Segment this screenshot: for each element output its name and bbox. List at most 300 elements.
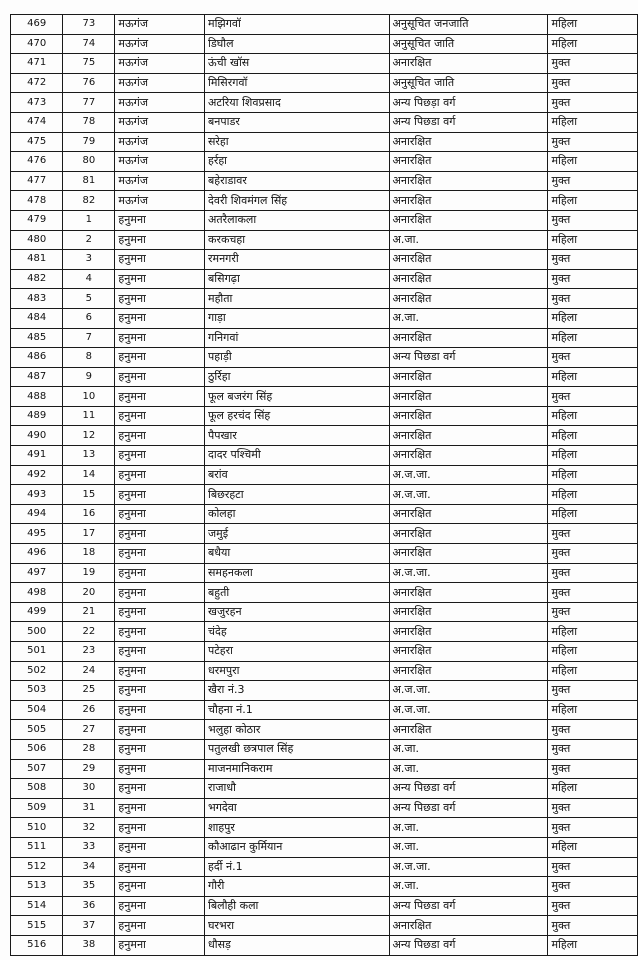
table-row [11, 426, 638, 446]
serial-number-cell: 472 [11, 73, 63, 93]
category-cell: अ.जा. [389, 308, 548, 328]
table-row [11, 485, 638, 505]
block-name-cell: हनुमना [115, 504, 205, 524]
serial-number-cell: 505 [11, 720, 63, 740]
reservation-cell: मुक्त [548, 681, 638, 701]
block-name-cell: हनुमना [115, 642, 205, 662]
table-row [11, 661, 638, 681]
block-name-cell: हनुमना [115, 818, 205, 838]
panchayat-name-cell: बनपाडर [205, 112, 390, 132]
table-row [11, 916, 638, 936]
category-cell: अनारक्षित [389, 544, 548, 564]
panchayat-name-cell: चौहना नं.1 [205, 700, 390, 720]
block-serial-cell: 17 [63, 524, 115, 544]
block-name-cell: हनुमना [115, 877, 205, 897]
block-name-cell: हनुमना [115, 661, 205, 681]
panchayat-name-cell: बहुती [205, 583, 390, 603]
block-name-cell: हनुमना [115, 308, 205, 328]
block-serial-cell: 21 [63, 602, 115, 622]
category-cell: अनारक्षित [389, 269, 548, 289]
table-row [11, 504, 638, 524]
block-serial-cell: 25 [63, 681, 115, 701]
block-name-cell: हनुमना [115, 857, 205, 877]
block-serial-cell: 75 [63, 54, 115, 74]
table-row [11, 935, 638, 955]
block-name-cell: हनुमना [115, 328, 205, 348]
serial-number-cell: 502 [11, 661, 63, 681]
table-row [11, 34, 638, 54]
panchayat-name-cell: करकचहा [205, 230, 390, 250]
block-serial-cell: 10 [63, 387, 115, 407]
category-cell: अन्य पिछडा वर्ग [389, 935, 548, 955]
reservation-cell: मुक्त [548, 896, 638, 916]
block-name-cell: हनुमना [115, 739, 205, 759]
panchayat-name-cell: गौरी [205, 877, 390, 897]
serial-number-cell: 504 [11, 700, 63, 720]
table-row [11, 700, 638, 720]
reservation-cell: महिला [548, 465, 638, 485]
table-row [11, 191, 638, 211]
serial-number-cell: 485 [11, 328, 63, 348]
reservation-cell: मुक्त [548, 583, 638, 603]
block-serial-cell: 1 [63, 210, 115, 230]
block-serial-cell: 13 [63, 446, 115, 466]
category-cell: अनारक्षित [389, 602, 548, 622]
reservation-cell: मुक्त [548, 250, 638, 270]
serial-number-cell: 511 [11, 837, 63, 857]
block-serial-cell: 74 [63, 34, 115, 54]
block-serial-cell: 30 [63, 779, 115, 799]
reservation-cell: मुक्त [548, 759, 638, 779]
block-serial-cell: 77 [63, 93, 115, 113]
reservation-cell: मुक्त [548, 54, 638, 74]
panchayat-name-cell: पहाड़ी [205, 348, 390, 368]
serial-number-cell: 480 [11, 230, 63, 250]
table-row [11, 328, 638, 348]
table-row [11, 896, 638, 916]
reservation-table [10, 14, 638, 956]
panchayat-name-cell: फूल बजरंग सिंह [205, 387, 390, 407]
block-serial-cell: 11 [63, 406, 115, 426]
category-cell: अ.जा. [389, 877, 548, 897]
panchayat-name-cell: खैरा नं.3 [205, 681, 390, 701]
panchayat-name-cell: कौआढान कुर्मियान [205, 837, 390, 857]
category-cell: अनारक्षित [389, 720, 548, 740]
category-cell: अन्य पिछडा वर्ग [389, 798, 548, 818]
block-name-cell: हनुमना [115, 935, 205, 955]
block-name-cell: हनुमना [115, 544, 205, 564]
reservation-cell: महिला [548, 935, 638, 955]
serial-number-cell: 475 [11, 132, 63, 152]
category-cell: अन्य पिछडा वर्ग [389, 896, 548, 916]
block-serial-cell: 16 [63, 504, 115, 524]
block-name-cell: मऊगंज [115, 191, 205, 211]
panchayat-name-cell: हर्दी नं.1 [205, 857, 390, 877]
reservation-cell: मुक्त [548, 857, 638, 877]
category-cell: अ.ज.जा. [389, 485, 548, 505]
panchayat-name-cell: डिघौल [205, 34, 390, 54]
block-name-cell: हनुमना [115, 779, 205, 799]
panchayat-name-cell: कोलहा [205, 504, 390, 524]
reservation-cell: महिला [548, 406, 638, 426]
block-serial-cell: 32 [63, 818, 115, 838]
category-cell: अनुसूचित जनजाति [389, 15, 548, 35]
block-serial-cell: 3 [63, 250, 115, 270]
serial-number-cell: 492 [11, 465, 63, 485]
panchayat-name-cell: अटरिया शिवप्रसाद [205, 93, 390, 113]
table-row [11, 877, 638, 897]
table-row [11, 739, 638, 759]
block-name-cell: हनुमना [115, 837, 205, 857]
table-row [11, 406, 638, 426]
serial-number-cell: 484 [11, 308, 63, 328]
reservation-cell: मुक्त [548, 289, 638, 309]
panchayat-name-cell: शाहपुर [205, 818, 390, 838]
serial-number-cell: 491 [11, 446, 63, 466]
category-cell: अनारक्षित [389, 191, 548, 211]
reservation-cell: महिला [548, 34, 638, 54]
table-row [11, 681, 638, 701]
block-name-cell: हनुमना [115, 348, 205, 368]
serial-number-cell: 487 [11, 367, 63, 387]
reservation-cell: मुक्त [548, 916, 638, 936]
block-serial-cell: 18 [63, 544, 115, 564]
serial-number-cell: 513 [11, 877, 63, 897]
reservation-cell: मुक्त [548, 171, 638, 191]
table-row [11, 837, 638, 857]
table-row [11, 779, 638, 799]
category-cell: अ.जा. [389, 230, 548, 250]
category-cell: अ.जा. [389, 739, 548, 759]
serial-number-cell: 512 [11, 857, 63, 877]
panchayat-name-cell: बहेराडावर [205, 171, 390, 191]
block-name-cell: हनुमना [115, 230, 205, 250]
serial-number-cell: 500 [11, 622, 63, 642]
block-serial-cell: 29 [63, 759, 115, 779]
serial-number-cell: 469 [11, 15, 63, 35]
category-cell: अनारक्षित [389, 152, 548, 172]
table-row [11, 269, 638, 289]
serial-number-cell: 501 [11, 642, 63, 662]
block-serial-cell: 8 [63, 348, 115, 368]
block-name-cell: हनुमना [115, 465, 205, 485]
panchayat-name-cell: फूल हरचंद सिंह [205, 406, 390, 426]
table-row [11, 210, 638, 230]
table-row [11, 15, 638, 35]
block-serial-cell: 19 [63, 563, 115, 583]
category-cell: अनारक्षित [389, 210, 548, 230]
category-cell: अनारक्षित [389, 642, 548, 662]
panchayat-name-cell: मिसिरगवॉ [205, 73, 390, 93]
block-serial-cell: 20 [63, 583, 115, 603]
category-cell: अनारक्षित [389, 661, 548, 681]
block-name-cell: मऊगंज [115, 152, 205, 172]
block-name-cell: हनुमना [115, 622, 205, 642]
panchayat-name-cell: देवरी शिवमंगल सिंह [205, 191, 390, 211]
table-row [11, 622, 638, 642]
table-row [11, 563, 638, 583]
block-name-cell: हनुमना [115, 446, 205, 466]
panchayat-name-cell: पैपखार [205, 426, 390, 446]
category-cell: अ.जा. [389, 818, 548, 838]
panchayat-name-cell: बधैया [205, 544, 390, 564]
table-row [11, 465, 638, 485]
block-name-cell: हनुमना [115, 720, 205, 740]
panchayat-name-cell: भलुहा कोठार [205, 720, 390, 740]
reservation-cell: महिला [548, 642, 638, 662]
table-row [11, 308, 638, 328]
reservation-cell: महिला [548, 112, 638, 132]
reservation-cell: मुक्त [548, 210, 638, 230]
block-serial-cell: 76 [63, 73, 115, 93]
table-row [11, 818, 638, 838]
table-row [11, 54, 638, 74]
block-serial-cell: 23 [63, 642, 115, 662]
reservation-cell: मुक्त [548, 739, 638, 759]
reservation-cell: महिला [548, 504, 638, 524]
panchayat-name-cell: मझिगवॉ [205, 15, 390, 35]
panchayat-name-cell: चंदेह [205, 622, 390, 642]
panchayat-name-cell: भगदेवा [205, 798, 390, 818]
panchayat-name-cell: राजाधौ [205, 779, 390, 799]
panchayat-name-cell: ऊंची खॉस [205, 54, 390, 74]
category-cell: अन्य पिछडा वर्ग [389, 112, 548, 132]
panchayat-name-cell: पटेहरा [205, 642, 390, 662]
block-name-cell: हनुमना [115, 700, 205, 720]
category-cell: अनारक्षित [389, 328, 548, 348]
serial-number-cell: 515 [11, 916, 63, 936]
block-name-cell: मऊगंज [115, 73, 205, 93]
block-serial-cell: 73 [63, 15, 115, 35]
category-cell: अ.ज.जा. [389, 563, 548, 583]
table-row [11, 171, 638, 191]
category-cell: अ.ज.जा. [389, 465, 548, 485]
category-cell: अ.ज.जा. [389, 857, 548, 877]
table-row [11, 798, 638, 818]
category-cell: अनारक्षित [389, 504, 548, 524]
table-row [11, 112, 638, 132]
category-cell: अनारक्षित [389, 524, 548, 544]
reservation-cell: महिला [548, 661, 638, 681]
panchayat-name-cell: अतरैलाकला [205, 210, 390, 230]
reservation-cell: मुक्त [548, 720, 638, 740]
panchayat-name-cell: बिलौही कला [205, 896, 390, 916]
table-row [11, 367, 638, 387]
reservation-cell: मुक्त [548, 348, 638, 368]
block-serial-cell: 6 [63, 308, 115, 328]
block-name-cell: मऊगंज [115, 132, 205, 152]
panchayat-name-cell: गाड़ा [205, 308, 390, 328]
serial-number-cell: 471 [11, 54, 63, 74]
block-name-cell: मऊगंज [115, 112, 205, 132]
reservation-cell: मुक्त [548, 798, 638, 818]
category-cell: अनारक्षित [389, 387, 548, 407]
serial-number-cell: 498 [11, 583, 63, 603]
category-cell: अनुसूचित जाति [389, 34, 548, 54]
block-name-cell: हनुमना [115, 426, 205, 446]
block-name-cell: हनुमना [115, 759, 205, 779]
block-serial-cell: 78 [63, 112, 115, 132]
reservation-cell: महिला [548, 700, 638, 720]
reservation-cell: मुक्त [548, 524, 638, 544]
category-cell: अनारक्षित [389, 426, 548, 446]
block-name-cell: हनुमना [115, 485, 205, 505]
block-serial-cell: 31 [63, 798, 115, 818]
serial-number-cell: 494 [11, 504, 63, 524]
panchayat-name-cell: जमुई [205, 524, 390, 544]
reservation-cell: मुक्त [548, 132, 638, 152]
table-row [11, 602, 638, 622]
block-serial-cell: 26 [63, 700, 115, 720]
block-name-cell: हनुमना [115, 602, 205, 622]
block-name-cell: मऊगंज [115, 54, 205, 74]
panchayat-name-cell: दादर पश्चिमी [205, 446, 390, 466]
block-serial-cell: 79 [63, 132, 115, 152]
block-name-cell: मऊगंज [115, 34, 205, 54]
reservation-cell: महिला [548, 622, 638, 642]
table-row [11, 759, 638, 779]
block-name-cell: हनुमना [115, 387, 205, 407]
serial-number-cell: 493 [11, 485, 63, 505]
block-serial-cell: 28 [63, 739, 115, 759]
category-cell: अनारक्षित [389, 622, 548, 642]
block-name-cell: मऊगंज [115, 93, 205, 113]
serial-number-cell: 509 [11, 798, 63, 818]
category-cell: अनारक्षित [389, 446, 548, 466]
serial-number-cell: 506 [11, 739, 63, 759]
category-cell: अनारक्षित [389, 132, 548, 152]
serial-number-cell: 507 [11, 759, 63, 779]
panchayat-name-cell: पतुलखी छत्रपाल सिंह [205, 739, 390, 759]
serial-number-cell: 476 [11, 152, 63, 172]
category-cell: अ.ज.जा. [389, 700, 548, 720]
block-name-cell: मऊगंज [115, 15, 205, 35]
panchayat-name-cell: सरेहा [205, 132, 390, 152]
table-row [11, 857, 638, 877]
block-serial-cell: 4 [63, 269, 115, 289]
panchayat-name-cell: खजुरहन [205, 602, 390, 622]
reservation-cell: मुक्त [548, 877, 638, 897]
serial-number-cell: 508 [11, 779, 63, 799]
reservation-cell: महिला [548, 837, 638, 857]
reservation-cell: मुक्त [548, 387, 638, 407]
reservation-cell: मुक्त [548, 269, 638, 289]
panchayat-name-cell: महौता [205, 289, 390, 309]
panchayat-name-cell: रमनगरी [205, 250, 390, 270]
category-cell: अनारक्षित [389, 54, 548, 74]
serial-number-cell: 479 [11, 210, 63, 230]
block-serial-cell: 27 [63, 720, 115, 740]
block-name-cell: हनुमना [115, 367, 205, 387]
block-serial-cell: 82 [63, 191, 115, 211]
table-row [11, 289, 638, 309]
reservation-cell: महिला [548, 367, 638, 387]
table-row [11, 720, 638, 740]
block-name-cell: हनुमना [115, 406, 205, 426]
category-cell: अ.जा. [389, 759, 548, 779]
block-name-cell: हनुमना [115, 563, 205, 583]
table-row [11, 524, 638, 544]
category-cell: अनारक्षित [389, 289, 548, 309]
serial-number-cell: 503 [11, 681, 63, 701]
block-name-cell: हनुमना [115, 269, 205, 289]
block-serial-cell: 36 [63, 896, 115, 916]
reservation-cell: महिला [548, 485, 638, 505]
serial-number-cell: 495 [11, 524, 63, 544]
category-cell: अन्य पिछड़ा वर्ग [389, 93, 548, 113]
table-row [11, 230, 638, 250]
table-row [11, 132, 638, 152]
reservation-cell: महिला [548, 191, 638, 211]
reservation-cell: मुक्त [548, 602, 638, 622]
block-serial-cell: 81 [63, 171, 115, 191]
reservation-cell: मुक्त [548, 93, 638, 113]
table-row [11, 642, 638, 662]
table-row [11, 250, 638, 270]
table-row [11, 544, 638, 564]
block-name-cell: हनुमना [115, 681, 205, 701]
panchayat-name-cell: हर्रहा [205, 152, 390, 172]
block-serial-cell: 22 [63, 622, 115, 642]
block-name-cell: हनुमना [115, 524, 205, 544]
table-row [11, 446, 638, 466]
block-serial-cell: 5 [63, 289, 115, 309]
block-serial-cell: 12 [63, 426, 115, 446]
panchayat-name-cell: बरांव [205, 465, 390, 485]
block-name-cell: मऊगंज [115, 171, 205, 191]
category-cell: अनारक्षित [389, 916, 548, 936]
category-cell: अ.ज.जा. [389, 681, 548, 701]
table-row [11, 387, 638, 407]
block-serial-cell: 24 [63, 661, 115, 681]
panchayat-name-cell: गनिगवां [205, 328, 390, 348]
reservation-cell: मुक्त [548, 544, 638, 564]
panchayat-name-cell: बिछरहटा [205, 485, 390, 505]
panchayat-name-cell: समहनकला [205, 563, 390, 583]
table-row [11, 348, 638, 368]
reservation-cell: महिला [548, 328, 638, 348]
block-serial-cell: 2 [63, 230, 115, 250]
reservation-table-body [11, 15, 638, 956]
serial-number-cell: 516 [11, 935, 63, 955]
serial-number-cell: 482 [11, 269, 63, 289]
serial-number-cell: 488 [11, 387, 63, 407]
table-row [11, 73, 638, 93]
panchayat-name-cell: घरभरा [205, 916, 390, 936]
category-cell: अनारक्षित [389, 171, 548, 191]
block-serial-cell: 34 [63, 857, 115, 877]
reservation-cell: मुक्त [548, 73, 638, 93]
category-cell: अनारक्षित [389, 367, 548, 387]
reservation-cell: महिला [548, 426, 638, 446]
serial-number-cell: 477 [11, 171, 63, 191]
category-cell: अनारक्षित [389, 406, 548, 426]
serial-number-cell: 474 [11, 112, 63, 132]
serial-number-cell: 490 [11, 426, 63, 446]
block-name-cell: हनुमना [115, 210, 205, 230]
block-name-cell: हनुमना [115, 250, 205, 270]
serial-number-cell: 486 [11, 348, 63, 368]
table-row [11, 583, 638, 603]
reservation-cell: महिला [548, 446, 638, 466]
serial-number-cell: 514 [11, 896, 63, 916]
block-name-cell: हनुमना [115, 896, 205, 916]
table-row [11, 93, 638, 113]
serial-number-cell: 473 [11, 93, 63, 113]
serial-number-cell: 497 [11, 563, 63, 583]
panchayat-name-cell: माजनमानिकराम [205, 759, 390, 779]
serial-number-cell: 483 [11, 289, 63, 309]
